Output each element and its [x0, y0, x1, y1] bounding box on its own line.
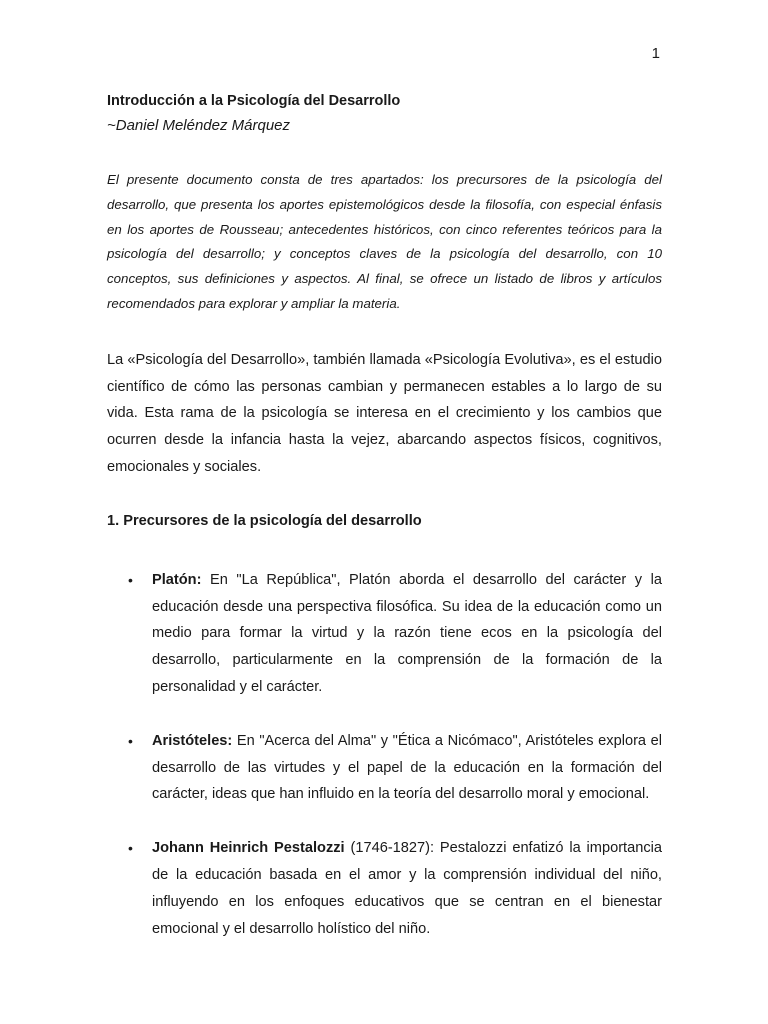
- list-item-pestalozzi: [107, 835, 662, 942]
- intro-paragraph: La «Psicología del Desarrollo», también llamada «Psicología Evolutiva», es el estudio científico de cómo las personas cambian y permanecen estables a lo largo de su vida. Esta rama de la psicología se interesa en el crecimiento y los cambios que ocurren desde la infancia hasta la vejez, abarcando aspectos físicos, cognitivos, emocionales y sociales.: [107, 351, 662, 475]
- list-item-platon: [107, 567, 662, 701]
- page-content: [107, 90, 662, 969]
- page-number: 1: [651, 45, 660, 62]
- document-title: Introducción a la Psicología del Desarrollo: [107, 93, 401, 109]
- bullet-icon: •: [128, 732, 133, 749]
- section-heading: 1. Precursores de la psicología del desarrollo: [107, 512, 422, 529]
- list-item-text: (1746-1827): Pestalozzi enfatizó la importancia de la educación basada en el amor y la comprensión individual del niño, influyendo en los enfoques educativos que se centran en el bienestar emocional y el desarrollo holístico del niño.: [152, 840, 662, 937]
- bullet-icon: •: [128, 840, 133, 857]
- list-item-text: En "La República", Platón aborda el desarrollo del carácter y la educación desde una perspectiva filosófica. Su idea de la educación como un medio para formar la virtud y la razón tiene ecos en la psicología del desarrollo, particularmente en la comprensión de la formación de la personalidad y el carácter.: [152, 571, 662, 695]
- document-author: ~Daniel Meléndez Márquez: [107, 117, 291, 134]
- list-item-aristoteles: [107, 728, 662, 808]
- bullet-icon: •: [128, 571, 133, 588]
- list-item-name: Johann Heinrich Pestalozzi: [152, 840, 345, 857]
- abstract-paragraph: El presente documento consta de tres apartados: los precursores de la psicología del desarrollo, que presenta los aportes epistemológicos desde la filosofía, con especial énfasis en los aportes de Rousseau; antecedentes históricos, con cinco referentes teóricos para la psicología del desarrollo; y conceptos claves de la psicología del desarrollo, con 10 conceptos, sus definiciones y aspectos. Al final, se ofrece un listado de libros y artículos recomendados para explorar y ampliar la materia.: [107, 172, 662, 311]
- list-item-name: Platón:: [152, 571, 202, 588]
- list-item-name: Aristóteles:: [152, 732, 233, 749]
- list-item-text: En "Acerca del Alma" y "Ética a Nicómaco", Aristóteles explora el desarrollo de las virtudes y el papel de la educación en la formación del carácter, ideas que han influido en la teoría del desarrollo moral y emocional.: [152, 732, 662, 803]
- precursors-list: [107, 567, 662, 943]
